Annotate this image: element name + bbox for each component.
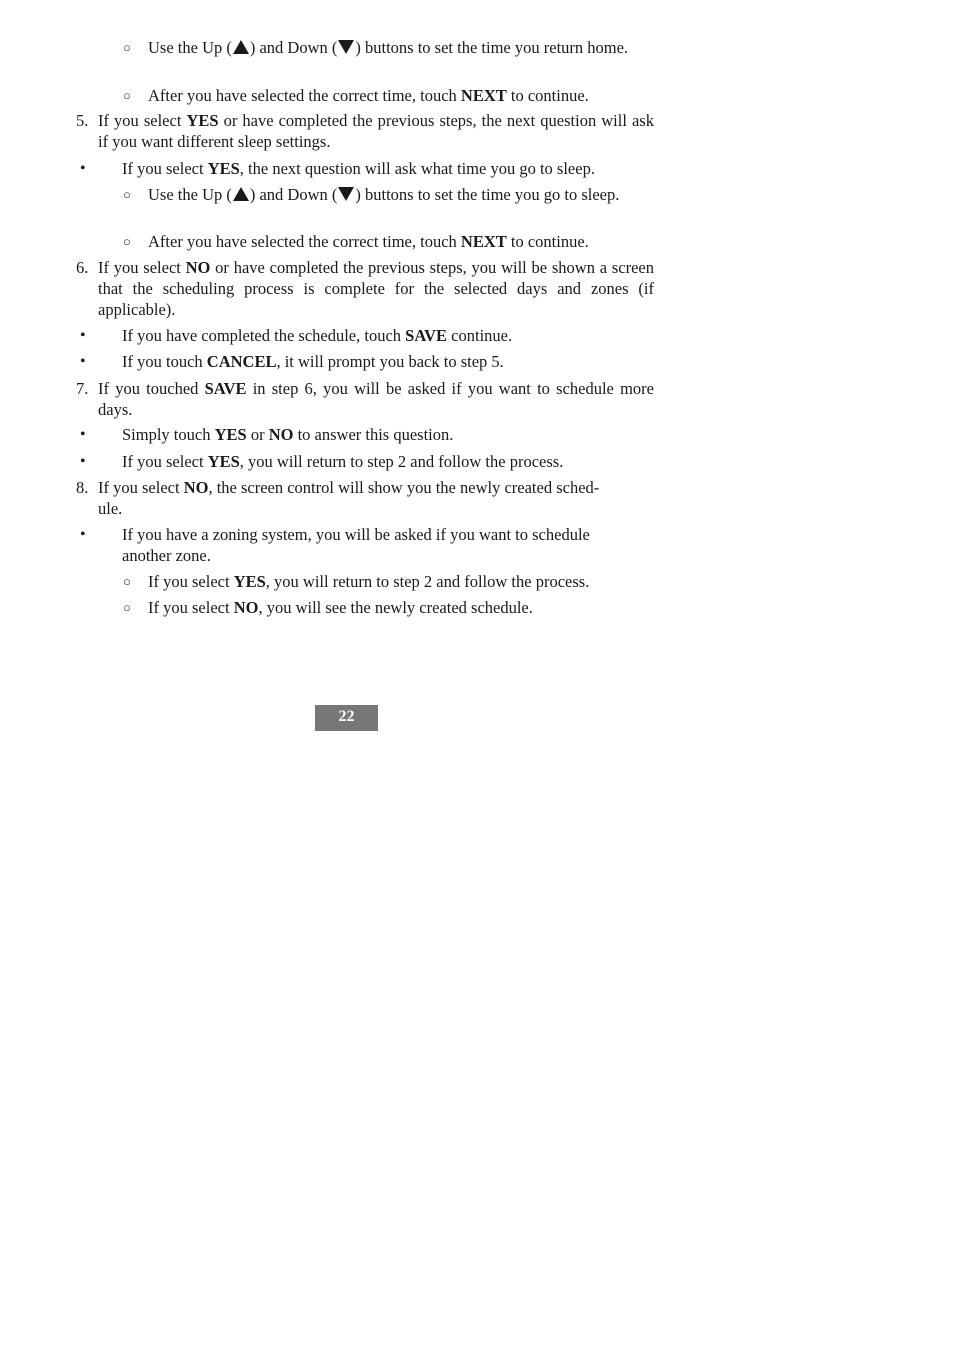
bullet: • [80, 426, 86, 443]
step-number: 6. [76, 258, 89, 277]
circle-bullet: ○ [123, 574, 131, 589]
down-triangle-icon [338, 40, 354, 54]
circle-bullet: ○ [123, 40, 131, 55]
step-number: 7. [76, 379, 89, 398]
up-triangle-icon [233, 40, 249, 54]
sub-item-no-zone: If you select NO, you will see the newly created schedule. [148, 598, 533, 617]
bullet: • [80, 353, 86, 370]
bullet: • [80, 526, 86, 543]
step-number: 8. [76, 478, 89, 497]
sub-item-up-down-return: Use the Up ( ) and Down ( ) buttons to set the time you return home. [148, 38, 629, 57]
step-number: 5. [76, 111, 89, 130]
bullet-yes-no: Simply touch YES or NO to answer this question. [122, 425, 454, 444]
step-6-text: If you select NO or have completed the previous steps, you will be shown a screen that the scheduling process is complete for the selected days and zones (if applicable). [98, 258, 654, 319]
bullet: • [80, 160, 86, 177]
bullet-zoning: If you have a zoning system, you will be asked if you want to schedule another zone. [122, 525, 590, 565]
bullet: • [80, 327, 86, 344]
bullet-sleep-time: If you select YES, the next question will ask what time you go to sleep. [122, 159, 595, 178]
bullet-save: If you have completed the schedule, touch SAVE continue. [122, 326, 513, 345]
bullet: • [80, 453, 86, 470]
page-number: 22 [315, 705, 378, 731]
step-7-text: If you touched SAVE in step 6, you will be asked if you want to schedule more days. [98, 379, 654, 419]
circle-bullet: ○ [123, 600, 131, 615]
bullet-return-step-2: If you select YES, you will return to step 2 and follow the process. [122, 452, 564, 471]
step-8-text: If you select NO, the screen control will show you the newly created sched- ule. [98, 478, 600, 518]
circle-bullet: ○ [123, 187, 131, 202]
sub-item-next-1: After you have selected the correct time, touch NEXT to continue. [148, 86, 589, 105]
sub-item-up-down-sleep: Use the Up ( ) and Down ( ) buttons to set the time you go to sleep. [148, 185, 620, 204]
sub-item-yes-zone: If you select YES, you will return to step 2 and follow the process. [148, 572, 590, 591]
circle-bullet: ○ [123, 88, 131, 103]
up-triangle-icon [233, 187, 249, 201]
step-5-text: If you select YES or have completed the previous steps, the next question will ask if you want different sleep settings. [98, 111, 654, 151]
down-triangle-icon [338, 187, 354, 201]
bullet-cancel: If you touch CANCEL, it will prompt you back to step 5. [122, 352, 504, 371]
sub-item-next-2: After you have selected the correct time, touch NEXT to continue. [148, 232, 589, 251]
circle-bullet: ○ [123, 234, 131, 249]
